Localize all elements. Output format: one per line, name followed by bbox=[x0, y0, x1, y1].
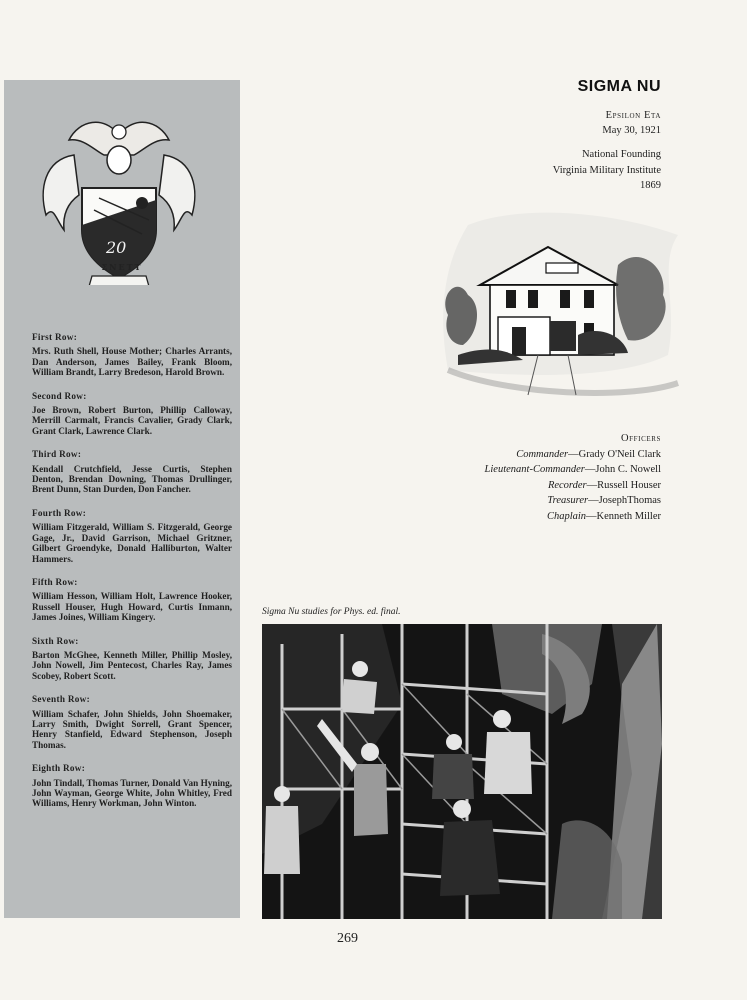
roster-row-block bbox=[32, 763, 232, 809]
roster-row-names: Barton McGhee, Kenneth Miller, Phillip Mosley, John Nowell, Jim Pentecost, Charles Ray, James Scobey, Robert Scott. bbox=[32, 649, 232, 681]
officer-line bbox=[485, 447, 661, 463]
roster-row-names: John Tindall, Thomas Turner, Donald Van Hyning, John Wayman, George White, John Whitley, Fred Williams, Henry Workman, John Winton. bbox=[32, 777, 232, 809]
officer-name: JosephThomas bbox=[598, 495, 661, 506]
roster-row-title: Fifth Row: bbox=[32, 576, 78, 587]
officer-role: Recorder bbox=[547, 479, 587, 491]
officer-separator: — bbox=[588, 495, 599, 506]
national-founding bbox=[553, 147, 661, 194]
roster-row-title: Seventh Row: bbox=[32, 694, 90, 705]
officer-name: John C. Nowell bbox=[595, 464, 661, 475]
roster-row-title: Eighth Row: bbox=[32, 763, 86, 774]
roster-row-block bbox=[32, 508, 232, 564]
roster-row-names: William Hesson, William Holt, Lawrence Hooker, Russell Houser, Hugh Howard, Curtis Inmann, James Joines, William Kingery. bbox=[32, 591, 232, 623]
officer-role: Treasurer bbox=[547, 495, 589, 506]
page-number: 269 bbox=[337, 931, 358, 946]
officer-line bbox=[485, 478, 661, 494]
officer-separator: — bbox=[586, 479, 598, 491]
roster-row-title: Sixth Row: bbox=[32, 635, 79, 646]
svg-text:20: 20 bbox=[106, 238, 127, 257]
roster-row-block bbox=[32, 694, 232, 750]
officer-name: Russell Houser bbox=[597, 479, 661, 491]
founding-year: 1869 bbox=[640, 180, 661, 191]
roster-row-title: First Row: bbox=[32, 332, 78, 342]
officer-line bbox=[485, 462, 661, 478]
crest-banner-text: ΣΝΕΤΤ bbox=[101, 262, 143, 272]
scaffolding-photo bbox=[262, 624, 662, 919]
roster-panel bbox=[4, 80, 240, 918]
roster-row-title: Third Row: bbox=[32, 449, 82, 460]
roster-row-block bbox=[32, 332, 232, 378]
officer-separator: — bbox=[584, 464, 596, 475]
founding-label: National Founding bbox=[581, 149, 661, 160]
officer-line bbox=[485, 509, 661, 525]
chapter-house-illustration bbox=[428, 205, 686, 415]
photo-caption: Sigma Nu studies for Phys. ed. final. bbox=[262, 607, 401, 617]
founding-place: Virginia Military Institute bbox=[552, 164, 661, 176]
roster-row-names: William Schafer, John Shields, John Shoemaker, Larry Smith, Dwight Sorrell, Grant Spencer, Henry Stanfield, Edward Stephenson, Joseph Thomas. bbox=[32, 708, 232, 750]
officer-name: Kenneth Miller bbox=[596, 510, 661, 522]
officers-heading: Officers bbox=[620, 433, 661, 444]
chapter-name: Epsilon Eta bbox=[605, 110, 661, 121]
roster-row-title: Fourth Row: bbox=[32, 507, 87, 518]
officer-separator: — bbox=[568, 448, 579, 460]
roster-row-block bbox=[32, 391, 232, 437]
officer-role: Lieutenant-Commander bbox=[484, 464, 585, 475]
fraternity-crest-icon bbox=[34, 110, 204, 285]
roster-row-block bbox=[32, 449, 232, 495]
officer-separator: — bbox=[586, 510, 597, 522]
roster-row-block bbox=[32, 577, 232, 623]
officers-list bbox=[485, 431, 661, 524]
roster-row-names: Joe Brown, Robert Burton, Phillip Calloway, Merrill Carmalt, Francis Cavalier, Grady Clark, Grant Clark, Lawrence Clark. bbox=[32, 405, 232, 436]
roster-row-names: Mrs. Ruth Shell, House Mother; Charles Arrants, Dan Anderson, James Bailey, Frank Bloom, William Brandt, Larry Bredeson, Harold Brown. bbox=[32, 346, 232, 378]
roster-row-title: Second Row: bbox=[32, 390, 87, 401]
officer-role: Commander bbox=[516, 448, 569, 460]
page-title: SIGMA NU bbox=[577, 78, 661, 95]
roster-row-names: William Fitzgerald, William S. Fitzgerald, George Gage, Jr., David Garrison, Michael Gritzner, Gilbert Groendyke, Donald Halliburton, Walter Hammers. bbox=[32, 522, 232, 564]
officer-name: Grady O'Neil Clark bbox=[578, 448, 661, 460]
chapter-date: May 30, 1921 bbox=[602, 125, 661, 136]
roster-row-block bbox=[32, 636, 232, 682]
roster-list bbox=[32, 332, 232, 822]
officer-role: Chaplain bbox=[546, 510, 587, 522]
officer-line bbox=[485, 493, 661, 509]
roster-row-names: Kendall Crutchfield, Jesse Curtis, Stephen Denton, Brendan Downing, Thomas Drullinger, Brent Dunn, Stan Durden, Don Fancher. bbox=[32, 463, 232, 495]
